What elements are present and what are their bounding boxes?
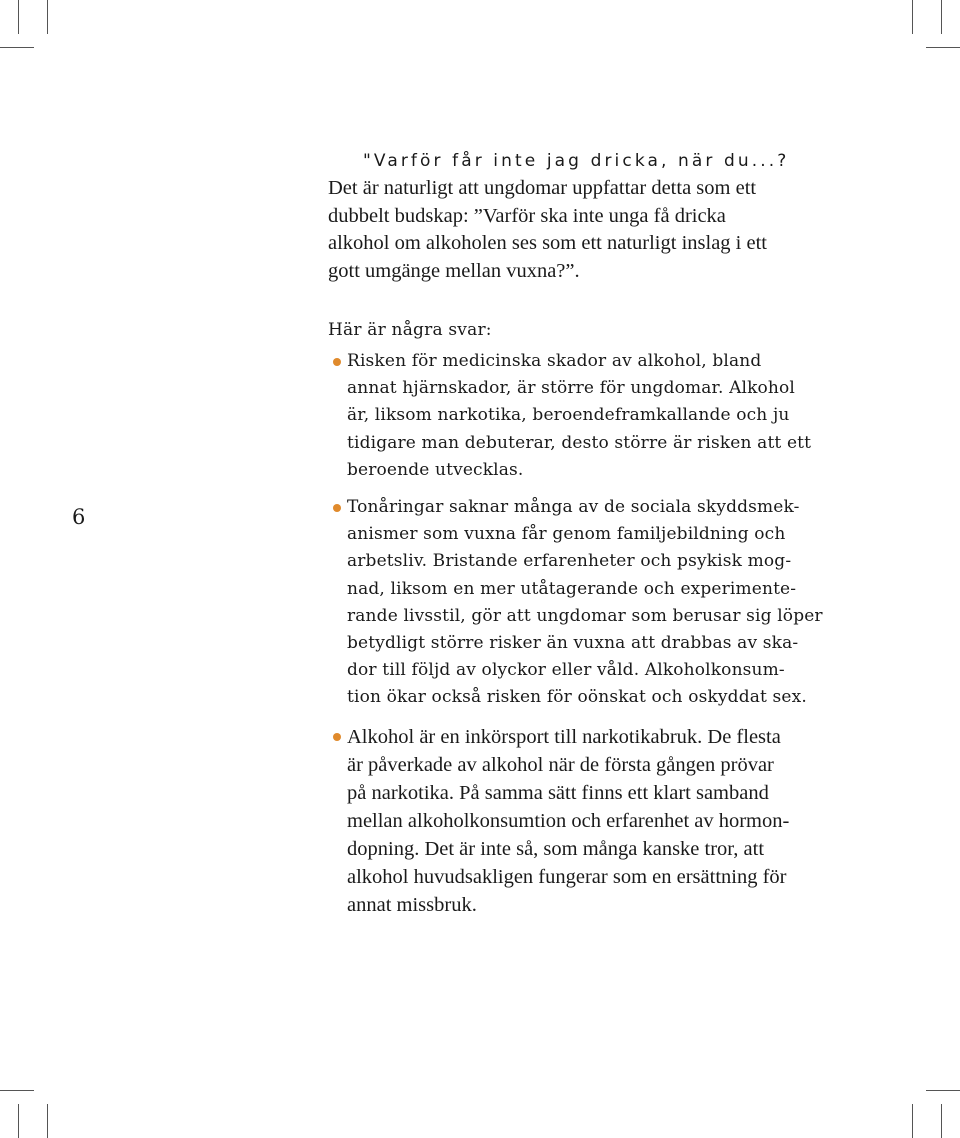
answer-line: annat hjärnskador, är större för ungdomar. Alkohol xyxy=(347,378,795,399)
answer-line: betydligt större risker än vuxna att drabbas av ska- xyxy=(347,633,799,654)
answer-line: är påverkade av alkohol när de första gången prövar xyxy=(347,754,774,776)
answer-line: nad, liksom en mer utåtagerande och experimente- xyxy=(347,578,797,599)
answer-line: anismer som vuxna får genom familjebildning och xyxy=(347,524,786,545)
answer-line: dopning. Det är inte så, som många kanske tror, att xyxy=(347,838,765,860)
answer-line: beroende utvecklas. xyxy=(347,459,524,480)
intro-line: Det är naturligt att ungdomar uppfattar detta som ett xyxy=(328,177,757,199)
answer-line: alkohol huvudsakligen fungerar som en ersättning för xyxy=(347,866,787,888)
answer-item-3 xyxy=(347,723,837,919)
bullet-dot-icon xyxy=(333,358,341,366)
answer-line: är, liksom narkotika, beroendeframkallande och ju xyxy=(347,405,790,426)
answer-line: mellan alkoholkonsumtion och erfarenhet av hormon- xyxy=(347,810,790,832)
intro-line: gott umgänge mellan vuxna?”. xyxy=(328,259,580,282)
answer-line: tidigare man debuterar, desto större är risken att ett xyxy=(347,432,812,453)
answer-line: Risken för medicinska skador av alkohol, bland xyxy=(347,351,762,371)
answer-item-2 xyxy=(347,494,837,712)
answer-line: Tonåringar saknar många av de sociala skyddsmek- xyxy=(347,497,800,517)
answer-line: annat missbruk. xyxy=(347,894,477,916)
bullet-dot-icon xyxy=(333,733,341,741)
bullet-dot-icon xyxy=(333,504,341,512)
page-number: 6 xyxy=(72,505,86,529)
answer-line: på narkotika. På samma sätt finns ett klart samband xyxy=(347,782,769,804)
answer-line: Alkohol är en inkörsport till narkotikabruk. De flesta xyxy=(347,726,781,748)
intro-line: alkohol om alkoholen ses som ett naturligt inslag i ett xyxy=(328,232,767,254)
answer-line: tion ökar också risken för oönskat och oskyddat sex. xyxy=(347,687,807,708)
section-heading: "Varför får inte jag dricka, när du...? xyxy=(363,151,790,171)
answer-item-1 xyxy=(347,348,837,484)
answer-line: rande livsstil, gör att ungdomar som berusar sig löper xyxy=(347,605,823,626)
answers-label: Här är några svar: xyxy=(328,320,492,340)
intro-line: dubbelt budskap: ”Varför ska inte unga få dricka xyxy=(328,204,726,227)
intro-paragraph xyxy=(328,175,828,285)
answer-line: dor till följd av olyckor eller våld. Alkoholkonsum- xyxy=(347,660,785,681)
answer-line: arbetsliv. Bristande erfarenheter och psykisk mog- xyxy=(347,551,792,572)
